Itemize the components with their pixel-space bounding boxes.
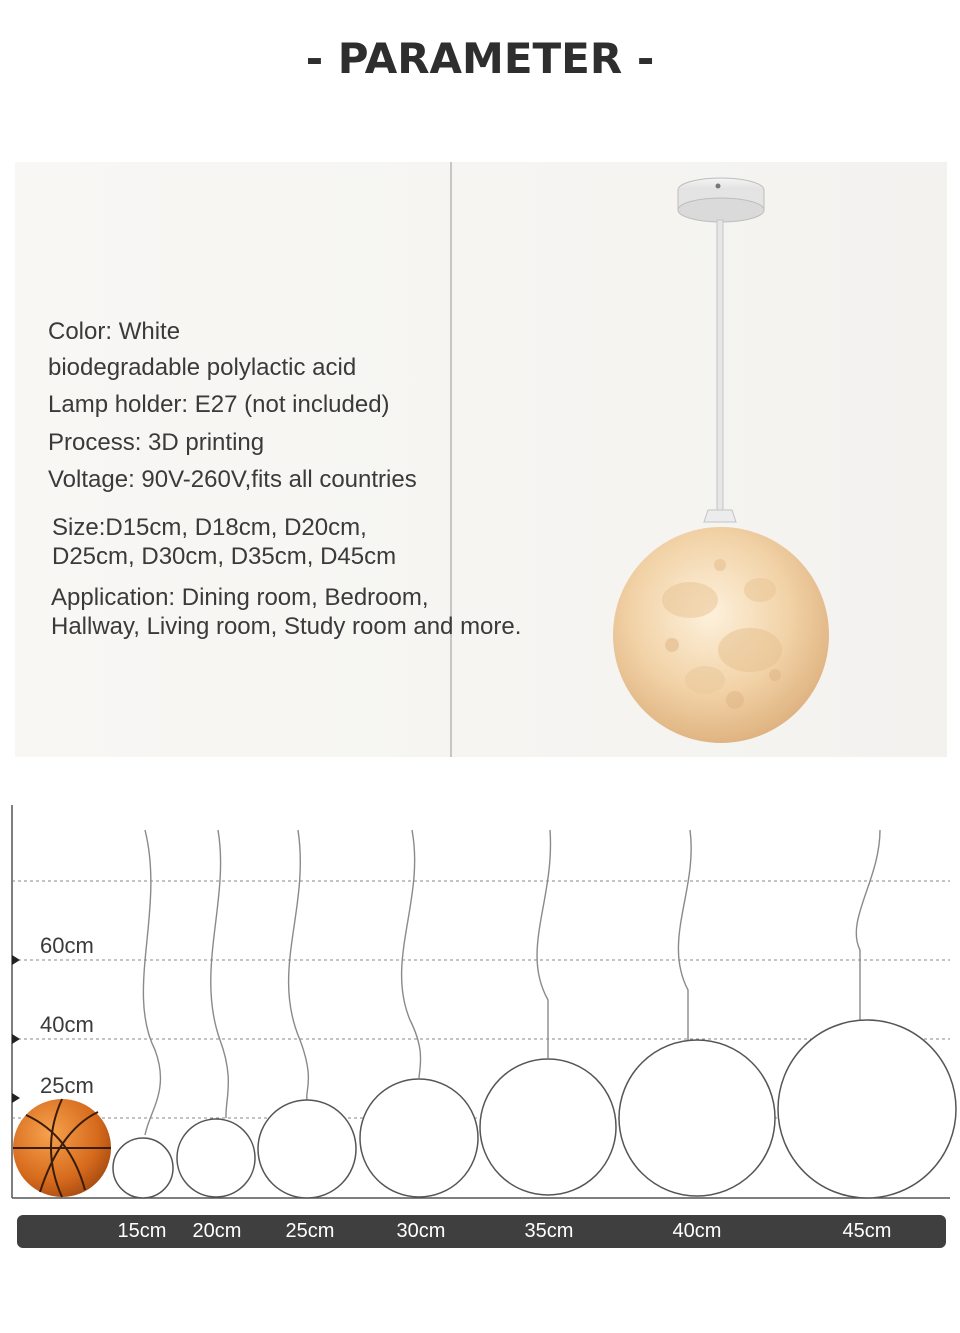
ceiling-canopy [678,178,764,222]
lamp-holder [704,510,736,522]
size-label-15cm: 15cm [117,1220,167,1242]
size-label-40cm: 40cm [672,1220,722,1242]
size-label-45cm: 45cm [842,1220,892,1242]
basketball-icon [13,1099,111,1197]
spec-size-line2: D25cm, D30cm, D35cm, D45cm [52,543,397,570]
size-label-20cm: 20cm [192,1220,242,1242]
spec-process: Process: 3D printing [48,429,265,456]
size-label-35cm: 35cm [524,1220,574,1242]
spec-color: Color: White [48,318,181,345]
spec-material: biodegradable polylactic acid [48,354,357,381]
height-label-25cm: 25cm [40,1073,94,1098]
spec-size-line1: Size:D15cm, D18cm, D20cm, [52,514,367,541]
globe-15cm [113,1138,173,1198]
globe-40cm [619,1040,775,1196]
globes [113,1020,956,1198]
globe-45cm [778,1020,956,1198]
globe-30cm [360,1079,478,1197]
panel-divider [450,162,452,757]
suspension-cord [717,220,723,510]
marker-40cm [12,1034,20,1044]
height-label-60cm: 60cm [40,933,94,958]
globe-20cm [177,1119,255,1197]
size-label-30cm: 30cm [396,1220,446,1242]
marker-60cm [12,955,20,965]
size-label-25cm: 25cm [285,1220,335,1242]
marker-25cm [12,1093,20,1103]
spec-voltage: Voltage: 90V-260V,fits all countries [48,466,417,493]
moon-lamp-image [560,170,880,760]
globe-35cm [480,1059,616,1195]
height-label-40cm: 40cm [40,1012,94,1037]
spec-application-line2: Hallway, Living room, Study room and more. [51,613,522,640]
size-comparison-diagram [0,790,960,1210]
page-title: - PARAMETER - [305,34,655,83]
globe-25cm [258,1100,356,1198]
spec-application-line1: Application: Dining room, Bedroom, [51,584,429,611]
spec-lamp-holder: Lamp holder: E27 (not included) [48,391,390,418]
moon-globe [613,527,829,743]
